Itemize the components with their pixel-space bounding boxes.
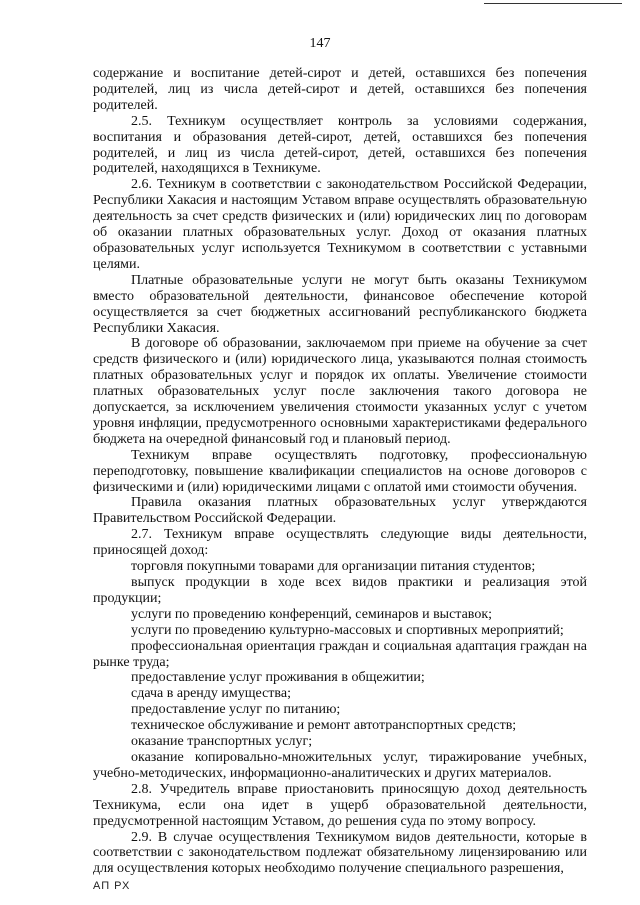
paragraph: 2.7. Техникум вправе осуществлять следующие виды деятельности, приносящей доход: xyxy=(93,527,587,559)
paragraph: Платные образовательные услуги не могут быть оказаны Техникумом вместо образовательной деятельности, финансовое обеспечение которой осуществляется за счет бюджетных ассигнований республиканского бюджета Республики Хакасия. xyxy=(93,272,587,336)
paragraph: выпуск продукции в ходе всех видов практики и реализация этой продукции; xyxy=(93,575,587,606)
paragraph: оказание копировально-множительных услуг, тиражирование учебных, учебно-методических, информационно-аналитических и других материалов. xyxy=(93,749,587,781)
paragraph: услуги по проведению конференций, семинаров и выставок; xyxy=(131,606,493,622)
paragraph: оказание транспортных услуг; xyxy=(131,734,313,750)
paragraph: 2.6. Техникум в соответствии с законодательством Российской Федерации, Республики Хакасия и настоящим Уставом вправе осуществлять образовательную деятельность за счет средств физических и (или) юридических лиц по договорам об оказании платных образовательных услуг. Доход от оказания платных образовательных услуг используется Техникумом в соответствии с уставными целями. xyxy=(93,177,587,272)
paragraph: предоставление услуг проживания в общежитии; xyxy=(131,670,425,686)
document-body xyxy=(93,66,587,877)
paragraph: Правила оказания платных образовательных услуг утверждаются Правительством Российской Федерации. xyxy=(93,495,587,527)
paragraph: 2.9. В случае осуществления Техникумом видов деятельности, которые в соответствии с законодательством подлежат обязательному лицензированию или для осуществления которых необходимо получение специального разрешения, xyxy=(93,829,587,877)
paragraph: Техникум вправе осуществлять подготовку, профессиональную переподготовку, повышение квалификации специалистов на основе договоров с физическими и (или) юридическими лицами с оплатой ими стоимости обучения. xyxy=(93,447,587,495)
footer-mark: АП РХ xyxy=(93,880,131,892)
paragraph: 2.5. Техникум осуществляет контроль за условиями содержания, воспитания и образования детей-сирот, детей, оставшихся без попечения родителей, и лиц из числа детей-сирот, детей, оставшихся без попечения родителей, находящихся в Техникуме. xyxy=(93,113,587,177)
page-number: 147 xyxy=(309,36,331,51)
paragraph: В договоре об образовании, заключаемом при приеме на обучение за счет средств физического и (или) юридического лица, указываются полная стоимость платных образовательных услуг и порядок их оплаты. Увеличение стоимости платных образовательных услуг после заключения такого договора не допускается, за исключением увеличения стоимости указанных услуг с учетом уровня инфляции, предусмотренного основными характеристиками федерального бюджета на очередной финансовый год и плановый период. xyxy=(93,336,587,447)
paragraph: 2.8. Учредитель вправе приостановить приносящую доход деятельность Техникума, если она идет в ущерб образовательной деятельности, предусмотренной настоящим Уставом, до решения суда по этому вопросу. xyxy=(93,781,587,829)
top-rule xyxy=(484,3,622,4)
paragraph: сдача в аренду имущества; xyxy=(131,686,291,702)
paragraph: торговля покупными товарами для организации питания студентов; xyxy=(131,559,536,575)
paragraph: услуги по проведению культурно-массовых и спортивных мероприятий; xyxy=(131,622,564,638)
paragraph: предоставление услуг по питанию; xyxy=(131,702,341,718)
paragraph: содержание и воспитание детей-сирот и детей, оставшихся без попечения родителей, лиц из числа детей-сирот и детей, оставшихся без попечения родителей. xyxy=(93,66,587,113)
paragraph: техническое обслуживание и ремонт автотранспортных средств; xyxy=(131,718,517,734)
paragraph: профессиональная ориентация граждан и социальная адаптация граждан на рынке труда; xyxy=(93,638,587,670)
